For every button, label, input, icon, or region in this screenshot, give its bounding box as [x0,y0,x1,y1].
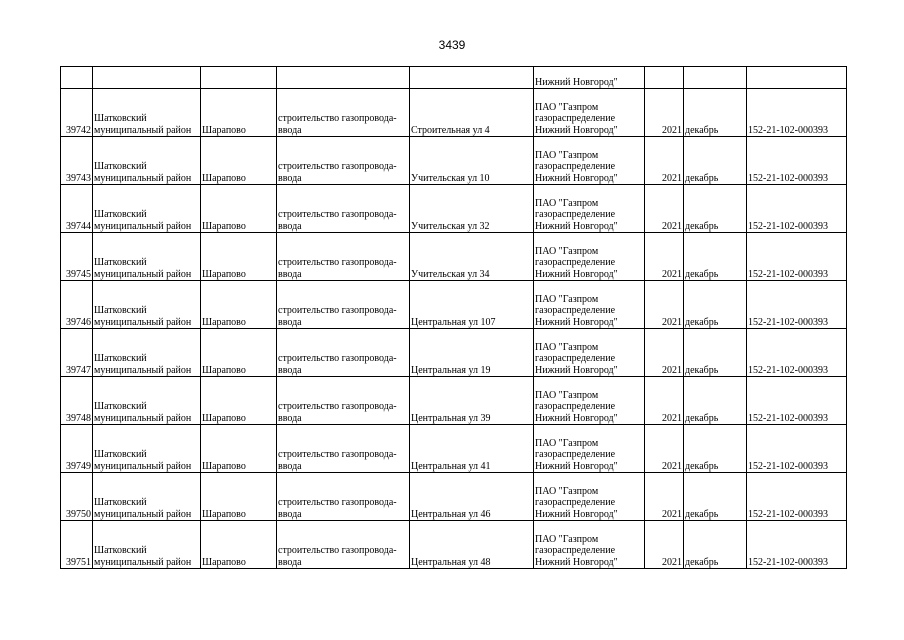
address: Центральная ул 107 [411,316,496,328]
cell-number [61,67,93,89]
year: 2021 [662,460,682,472]
settlement-name: Шарапово [202,364,246,376]
cell-year [645,377,684,425]
cell-work-type [277,473,410,521]
cell-year [645,185,684,233]
district-line: Шатковский [94,113,147,124]
address: Центральная ул 19 [411,364,491,376]
work-type-line: ввода [278,124,302,136]
cell-month [684,67,747,89]
row-number: 39748 [66,412,91,424]
owner-line: газораспределение [535,113,616,124]
cell-code [747,329,847,377]
registration-code: 152-21-102-000393 [748,268,828,280]
district-line: муниципальный район [94,316,192,328]
cell-code [747,425,847,473]
district-line: муниципальный район [94,268,192,280]
owner-line: ПАО "Газпром [535,341,599,353]
work-type-line: ввода [278,556,302,568]
cell-district [93,521,201,569]
cell-year [645,281,684,329]
year: 2021 [662,220,682,232]
cell-address [410,185,534,233]
work-type-line: ввода [278,364,302,376]
cell-work-type [277,329,410,377]
work-type-line: ввода [278,316,302,328]
work-type-line: ввода [278,412,302,424]
cell-number [61,185,93,233]
district-line: муниципальный район [94,556,192,568]
cell-owner [534,137,645,185]
row-number: 39747 [66,364,91,376]
district-line: муниципальный район [94,460,192,472]
year: 2021 [662,316,682,328]
row-number: 39751 [66,556,91,568]
cell-year [645,425,684,473]
owner-line: ПАО "Газпром [535,485,599,497]
work-type-line: ввода [278,172,302,184]
owner-line: газораспределение [535,161,616,172]
registration-code: 152-21-102-000393 [748,364,828,376]
cell-month [684,521,747,569]
cell-settlement [201,67,277,89]
table-row [61,425,847,473]
district-line: Шатковский [94,353,147,364]
cell-code [747,473,847,521]
cell-code [747,185,847,233]
page-number: 3439 [438,38,466,52]
cell-code [747,89,847,137]
district-line: муниципальный район [94,508,192,520]
work-type-line: ввода [278,508,302,520]
cell-owner [534,425,645,473]
row-number: 39743 [66,172,91,184]
register-table [60,66,847,569]
cell-district [93,329,201,377]
cell-settlement [201,89,277,137]
owner-line: газораспределение [535,209,616,220]
cell-settlement [201,377,277,425]
cell-year [645,233,684,281]
cell-settlement [201,521,277,569]
cell-number [61,425,93,473]
registration-code: 152-21-102-000393 [748,508,828,520]
table-row [61,473,847,521]
district-line: Шатковский [94,401,147,412]
owner-line: Нижний Новгород" [535,124,618,136]
settlement-name: Шарапово [202,556,246,568]
cell-district [93,281,201,329]
owner-line: газораспределение [535,545,616,556]
owner-line: Нижний Новгород" [535,316,618,328]
cell-month [684,329,747,377]
month: декабрь [685,556,719,568]
cell-settlement [201,281,277,329]
owner-line: Нижний Новгород" [535,508,618,520]
cell-number [61,377,93,425]
cell-month [684,185,747,233]
work-type-line: строительство газопровода- [278,449,397,460]
cell-owner [534,329,645,377]
cell-settlement [201,425,277,473]
cell-work-type [277,137,410,185]
owner-line: ПАО "Газпром [535,293,599,305]
address: Учительская ул 10 [411,172,490,184]
cell-code [747,377,847,425]
district-line: муниципальный район [94,412,192,424]
cell-month [684,473,747,521]
cell-work-type [277,377,410,425]
registration-code: 152-21-102-000393 [748,316,828,328]
cell-district [93,67,201,89]
cell-year [645,67,684,89]
month: декабрь [685,124,719,136]
row-number: 39745 [66,268,91,280]
year: 2021 [662,172,682,184]
owner-line: ПАО "Газпром [535,245,599,257]
address: Центральная ул 46 [411,508,491,520]
cell-address [410,473,534,521]
table-row [61,521,847,569]
district-line: Шатковский [94,257,147,268]
settlement-name: Шарапово [202,268,246,280]
registration-code: 152-21-102-000393 [748,556,828,568]
address: Центральная ул 48 [411,556,491,568]
cell-address [410,137,534,185]
owner-line: Нижний Новгород" [535,172,618,184]
cell-month [684,377,747,425]
table-row [61,185,847,233]
cell-month [684,89,747,137]
settlement-name: Шарапово [202,508,246,520]
cell-address [410,233,534,281]
owner-line: газораспределение [535,449,616,460]
cell-address [410,329,534,377]
work-type-line: строительство газопровода- [278,401,397,412]
cell-settlement [201,137,277,185]
row-number: 39750 [66,508,91,520]
year: 2021 [662,508,682,520]
work-type-line: ввода [278,460,302,472]
work-type-line: строительство газопровода- [278,257,397,268]
work-type-line: строительство газопровода- [278,353,397,364]
cell-address [410,281,534,329]
owner-line: газораспределение [535,305,616,316]
row-number: 39742 [66,124,91,136]
work-type-line: строительство газопровода- [278,113,397,124]
cell-district [93,425,201,473]
table-row-continuation [61,67,847,89]
address: Учительская ул 32 [411,220,490,232]
cell-month [684,281,747,329]
cell-address [410,521,534,569]
table-body [61,67,847,569]
cell-owner [534,185,645,233]
cell-address [410,89,534,137]
cell-number [61,473,93,521]
month: декабрь [685,172,719,184]
table-row [61,89,847,137]
cell-owner [534,473,645,521]
year: 2021 [662,364,682,376]
cell-month [684,233,747,281]
settlement-name: Шарапово [202,316,246,328]
cell-address [410,377,534,425]
table-row [61,233,847,281]
cell-owner [534,377,645,425]
district-line: Шатковский [94,449,147,460]
settlement-name: Шарапово [202,412,246,424]
work-type-line: строительство газопровода- [278,161,397,172]
owner-line: Нижний Новгород" [535,412,618,424]
table-row [61,281,847,329]
work-type-line: строительство газопровода- [278,305,397,316]
cell-address [410,67,534,89]
owner-line: Нижний Новгород" [535,460,618,472]
cell-number [61,281,93,329]
owner-line: Нижний Новгород" [535,556,618,568]
cell-year [645,521,684,569]
cell-year [645,329,684,377]
registration-code: 152-21-102-000393 [748,172,828,184]
settlement-name: Шарапово [202,220,246,232]
settlement-name: Шарапово [202,460,246,472]
cell-settlement [201,329,277,377]
row-number: 39746 [66,316,91,328]
district-line: муниципальный район [94,172,192,184]
address: Учительская ул 34 [411,268,490,280]
cell-owner [534,233,645,281]
registration-code: 152-21-102-000393 [748,412,828,424]
cell-work-type [277,233,410,281]
address: Строительная ул 4 [411,124,490,136]
district-line: Шатковский [94,209,147,220]
cell-district [93,377,201,425]
cell-month [684,137,747,185]
month: декабрь [685,220,719,232]
year: 2021 [662,556,682,568]
work-type-line: строительство газопровода- [278,209,397,220]
cell-work-type [277,67,410,89]
year: 2021 [662,124,682,136]
cell-district [93,185,201,233]
owner-line: Нижний Новгород" [535,268,618,280]
month: декабрь [685,508,719,520]
table-row [61,377,847,425]
registration-code: 152-21-102-000393 [748,460,828,472]
registration-code: 152-21-102-000393 [748,220,828,232]
owner-line: газораспределение [535,353,616,364]
owner-line: газораспределение [535,401,616,412]
year: 2021 [662,268,682,280]
address: Центральная ул 41 [411,460,491,472]
cell-district [93,233,201,281]
cell-district [93,137,201,185]
work-type-line: ввода [278,220,302,232]
cell-month [684,425,747,473]
cell-number [61,329,93,377]
district-line: Шатковский [94,161,147,172]
cell-work-type [277,89,410,137]
cell-owner [534,521,645,569]
cell-work-type [277,185,410,233]
owner-line: ПАО "Газпром [535,197,599,209]
cell-district [93,89,201,137]
owner-line: ПАО "Газпром [535,389,599,401]
owner-line: Нижний Новгород" [535,220,618,232]
owner-line: Нижний Новгород" [535,364,618,376]
cell-number [61,233,93,281]
cell-number [61,89,93,137]
address: Центральная ул 39 [411,412,491,424]
owner-line: ПАО "Газпром [535,533,599,545]
table-row [61,137,847,185]
cell-code [747,521,847,569]
row-number: 39749 [66,460,91,472]
district-line: Шатковский [94,497,147,508]
cell-work-type [277,521,410,569]
district-line: муниципальный район [94,364,192,376]
cell-year [645,137,684,185]
cell-district [93,473,201,521]
cell-work-type [277,425,410,473]
cell-code [747,233,847,281]
year: 2021 [662,412,682,424]
work-type-line: строительство газопровода- [278,497,397,508]
cell-settlement [201,473,277,521]
cell-number [61,521,93,569]
registration-code: 152-21-102-000393 [748,124,828,136]
cell-settlement [201,185,277,233]
table-row [61,329,847,377]
month: декабрь [685,316,719,328]
month: декабрь [685,364,719,376]
owner-line: ПАО "Газпром [535,437,599,449]
settlement-name: Шарапово [202,172,246,184]
district-line: муниципальный район [94,220,192,232]
owner-line: Нижний Новгород" [535,76,618,88]
cell-code [747,137,847,185]
cell-code [747,67,847,89]
owner-line: газораспределение [535,257,616,268]
district-line: Шатковский [94,305,147,316]
cell-owner [534,67,645,89]
district-line: Шатковский [94,545,147,556]
cell-year [645,89,684,137]
month: декабрь [685,268,719,280]
cell-code [747,281,847,329]
work-type-line: ввода [278,268,302,280]
cell-number [61,137,93,185]
cell-work-type [277,281,410,329]
owner-line: газораспределение [535,497,616,508]
cell-owner [534,281,645,329]
cell-owner [534,89,645,137]
row-number: 39744 [66,220,91,232]
work-type-line: строительство газопровода- [278,545,397,556]
settlement-name: Шарапово [202,124,246,136]
cell-address [410,425,534,473]
owner-line: ПАО "Газпром [535,149,599,161]
cell-settlement [201,233,277,281]
district-line: муниципальный район [94,124,192,136]
month: декабрь [685,460,719,472]
owner-line: ПАО "Газпром [535,101,599,113]
month: декабрь [685,412,719,424]
cell-year [645,473,684,521]
